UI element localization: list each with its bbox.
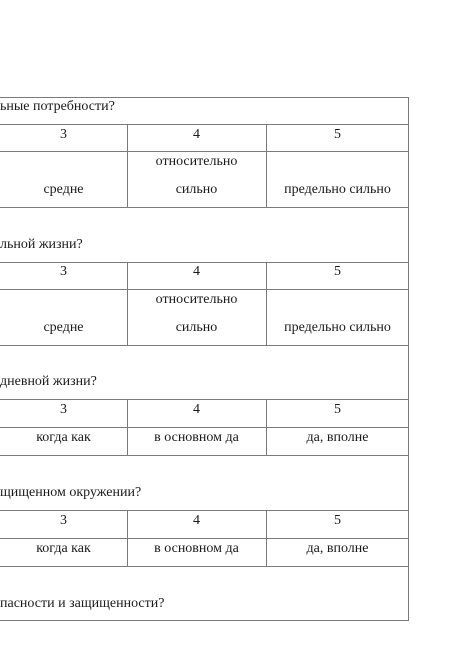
scale-number-4: 4 — [193, 264, 200, 279]
scale-label-5: предельно сильно — [284, 182, 391, 197]
table-border-top — [0, 97, 409, 98]
scale-number-3: 3 — [60, 402, 67, 417]
scale-number-5: 5 — [334, 264, 341, 279]
scale-label-5: да, вполне — [306, 430, 369, 445]
scale-label-4-line1: относительно — [155, 292, 238, 307]
scale-label-4-line2: сильно — [175, 182, 218, 197]
scale-number-4: 4 — [193, 513, 200, 528]
scale-number-5: 5 — [334, 402, 341, 417]
scale-number-3: 3 — [60, 513, 67, 528]
question-text: пасности и защищенности? — [0, 596, 165, 611]
row-divider — [0, 124, 409, 125]
table-border-bottom — [0, 620, 409, 621]
scale-label-4-line1: относительно — [155, 154, 238, 169]
row-divider — [0, 566, 409, 567]
scale-number-4: 4 — [193, 127, 200, 142]
row-divider — [0, 538, 409, 539]
table-border-right — [408, 97, 409, 621]
row-divider — [0, 399, 409, 400]
scale-label-3: когда как — [36, 430, 91, 445]
row-divider — [0, 510, 409, 511]
row-divider — [0, 455, 409, 456]
row-divider — [0, 427, 409, 428]
row-divider — [0, 289, 409, 290]
scale-number-5: 5 — [334, 127, 341, 142]
scale-number-3: 3 — [60, 127, 67, 142]
question-text: дневной жизни? — [0, 374, 97, 389]
scale-label-4-line2: сильно — [175, 320, 218, 335]
row-divider — [0, 345, 409, 346]
row-divider — [0, 207, 409, 208]
scale-number-3: 3 — [60, 264, 67, 279]
scale-number-4: 4 — [193, 402, 200, 417]
scale-label-4: в основном да — [154, 430, 239, 445]
question-text: льной жизни? — [0, 237, 83, 252]
scale-label-3: средне — [43, 320, 84, 335]
scale-label-5: предельно сильно — [284, 320, 391, 335]
row-divider — [0, 262, 409, 263]
row-divider — [0, 151, 409, 152]
question-text: щищенном окружении? — [0, 485, 142, 500]
scale-label-3: средне — [43, 182, 84, 197]
scale-label-3: когда как — [36, 541, 91, 556]
scale-label-4: в основном да — [154, 541, 239, 556]
scale-label-5: да, вполне — [306, 541, 369, 556]
scale-number-5: 5 — [334, 513, 341, 528]
question-text: ьные потребности? — [0, 99, 115, 114]
